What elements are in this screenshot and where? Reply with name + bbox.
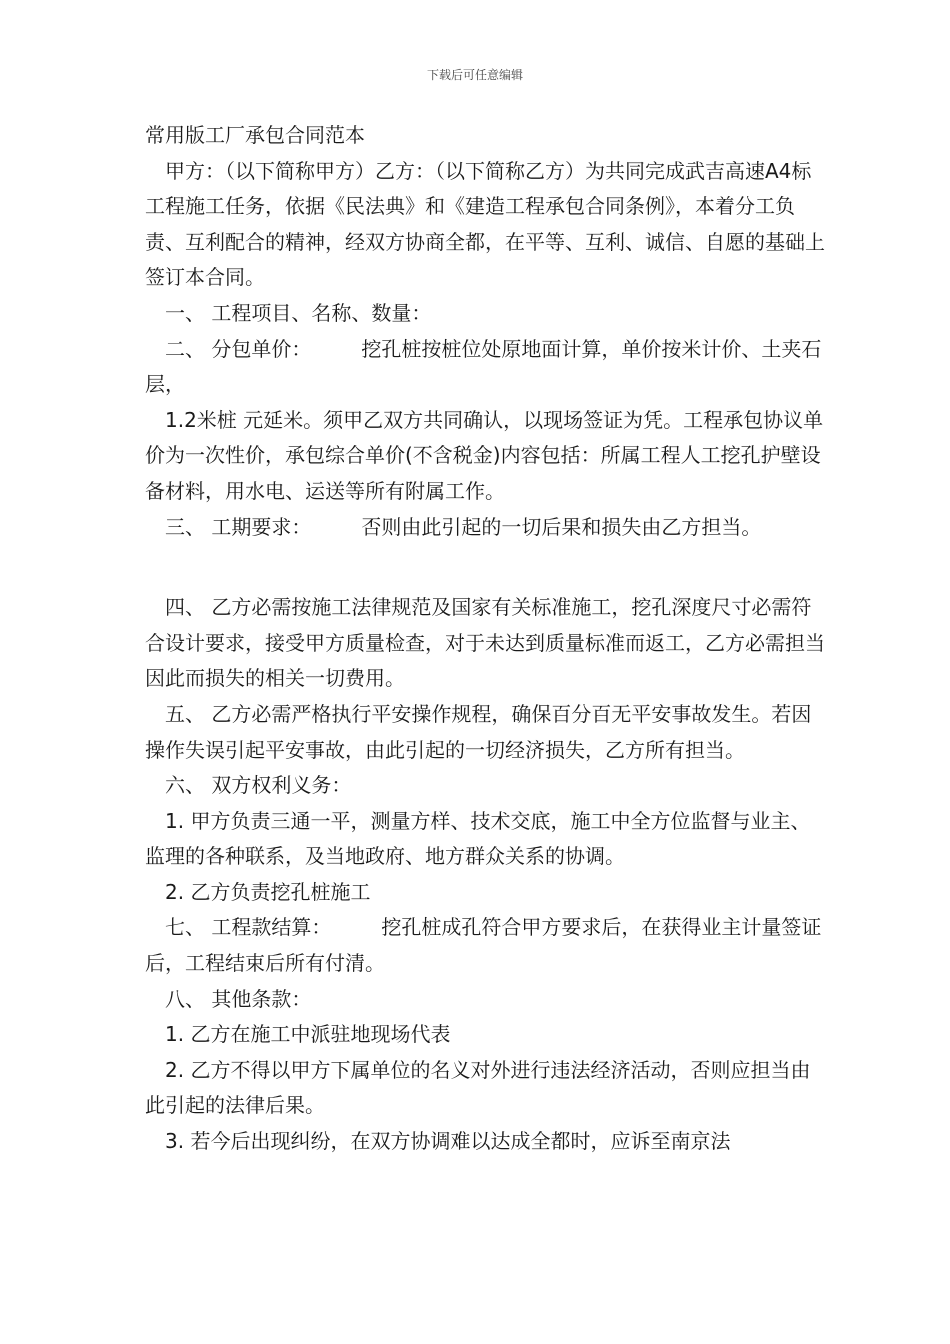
clause-6-heading: 六、 双方权利义务： [145, 773, 352, 798]
clause-8-item-1: 1. 乙方在施工中派驻地现场代表 [145, 1022, 451, 1047]
clause-6-item-2: 2. 乙方负责挖孔桩施工 [145, 879, 371, 904]
clause-2-detail: 1.2米桩 元延米。须甲乙双方共同确认，以现场签证为凭。工程承包协议单价为一次性价，承包综合单价(不含税金)内容包括：所属工程人工挖孔护壁设备材料，用水电、运送等所有附属工作。 [145, 407, 824, 503]
blank-gap [145, 545, 825, 590]
paragraph-parties: 甲方：（以下简称甲方）乙方：（以下简称乙方）为共同完成武吉高速A4标工程施工任务，依据《民法典》和《建造工程承包合同条例》，本着分工负责、互利配合的精神，经双方协商全都，在平等、互利、诚信、自愿的基础上签订本合同。 [145, 158, 825, 290]
clause-8-item-2: 2. 乙方不得以甲方下属单位的名义对外进行违法经济活动，否则应担当由此引起的法律后果。 [145, 1057, 811, 1118]
clause-7-settlement: 七、 工程款结算： 挖孔桩成孔符合甲方要求后，在获得业主计量签证后，工程结束后所有付清。 [145, 915, 822, 976]
clause-6-item-1: 1. 甲方负责三通一平，测量方样、技术交底，施工中全方位监督与业主、监理的各种联系，及当地政府、地方群众关系的协调。 [145, 808, 811, 869]
clause-2-unit-price: 二、 分包单价： 挖孔桩按桩位处原地面计算，单价按米计价、土夹石层， [145, 336, 822, 397]
clause-3-schedule: 三、 工期要求： 否则由此引起的一切后果和损失由乙方担当。 [145, 514, 762, 539]
clause-4-quality: 四、 乙方必需按施工法律规范及国家有关标准施工，挖孔深度尺寸必需符合设计要求，接受甲方质量检查，对于未达到质量标准而返工，乙方必需担当因此而损失的相关一切费用。 [145, 595, 825, 691]
document-title: 常用版工厂承包合同范本 [145, 123, 365, 147]
clause-8-heading: 八、 其他条款： [145, 986, 312, 1011]
clause-8-item-3: 3. 若今后出现纠纷，在双方协调难以达成全都时，应诉至南京法 [145, 1129, 731, 1154]
document-body [145, 118, 825, 1160]
clause-1-heading: 一、 工程项目、名称、数量： [145, 300, 432, 325]
page-header: 下载后可任意编辑 [426, 68, 523, 82]
clause-5-safety: 五、 乙方必需严格执行平安操作规程，确保百分百无平安事故发生。若因操作失误引起平安事故，由此引起的一切经济损失，乙方所有担当。 [145, 701, 812, 762]
